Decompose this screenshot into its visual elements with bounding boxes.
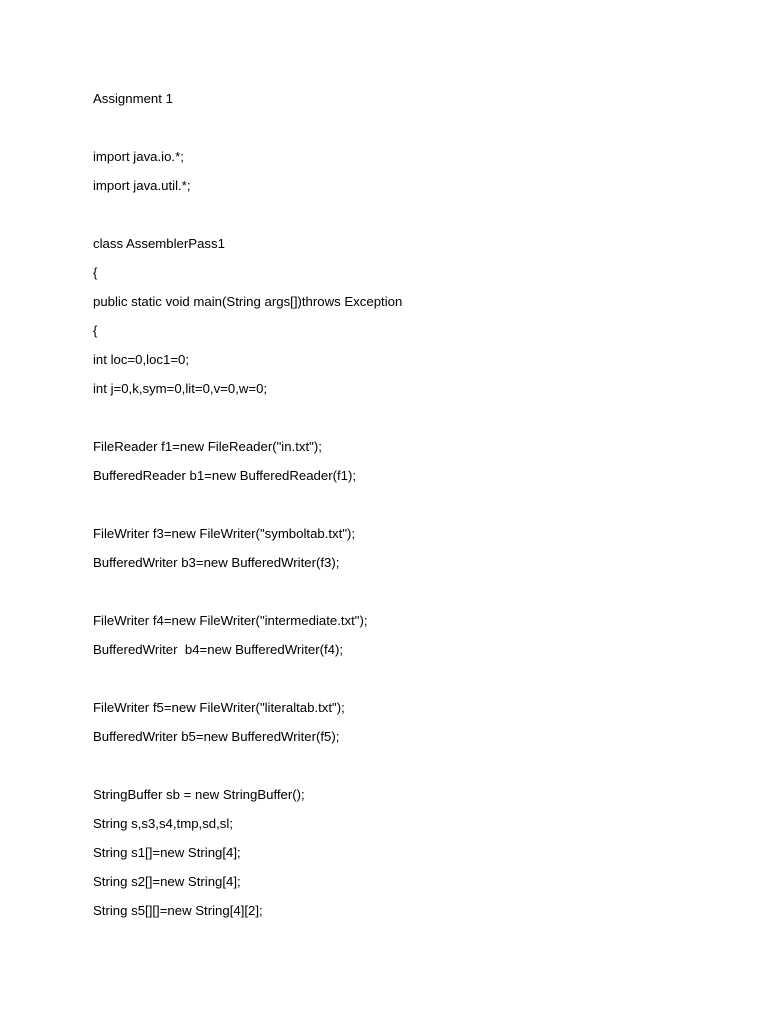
code-line: FileWriter f5=new FileWriter("literaltab.txt"); <box>93 700 345 715</box>
code-line: import java.io.*; <box>93 149 184 164</box>
code-line: { <box>93 323 98 338</box>
code-line: String s5[][]=new String[4][2]; <box>93 903 263 918</box>
code-line: FileWriter f3=new FileWriter("symboltab.txt"); <box>93 526 356 541</box>
blank-line <box>93 577 713 606</box>
blank-line <box>93 403 713 432</box>
code-block-imports <box>93 142 713 200</box>
code-line: FileWriter f4=new FileWriter("intermediate.txt"); <box>93 613 368 628</box>
code-line: String s2[]=new String[4]; <box>93 874 241 889</box>
code-block-literal-writer <box>93 693 713 751</box>
code-block-declarations <box>93 780 713 925</box>
code-line: import java.util.*; <box>93 178 191 193</box>
code-line: class AssemblerPass1 <box>93 236 225 251</box>
document-title: Assignment 1 <box>93 91 173 106</box>
code-line: int loc=0,loc1=0; <box>93 352 190 367</box>
code-line: { <box>93 265 98 280</box>
code-line: public static void main(String args[])throws Exception <box>93 294 403 309</box>
code-block-reader <box>93 432 713 490</box>
code-line: BufferedWriter b4=new BufferedWriter(f4); <box>93 642 344 657</box>
code-block-class-header <box>93 229 713 403</box>
blank-line <box>93 751 713 780</box>
code-line: String s,s3,s4,tmp,sd,sl; <box>93 816 233 831</box>
code-line: BufferedWriter b3=new BufferedWriter(f3); <box>93 555 340 570</box>
code-line: BufferedReader b1=new BufferedReader(f1); <box>93 468 357 483</box>
blank-line <box>93 200 713 229</box>
code-block-symbol-writer <box>93 519 713 577</box>
blank-line <box>93 664 713 693</box>
code-line: String s1[]=new String[4]; <box>93 845 241 860</box>
blank-line <box>93 490 713 519</box>
code-line: FileReader f1=new FileReader("in.txt"); <box>93 439 322 454</box>
document-content <box>93 84 713 925</box>
code-line: StringBuffer sb = new StringBuffer(); <box>93 787 305 802</box>
code-line: BufferedWriter b5=new BufferedWriter(f5); <box>93 729 340 744</box>
code-line: int j=0,k,sym=0,lit=0,v=0,w=0; <box>93 381 268 396</box>
code-block-intermediate-writer <box>93 606 713 664</box>
